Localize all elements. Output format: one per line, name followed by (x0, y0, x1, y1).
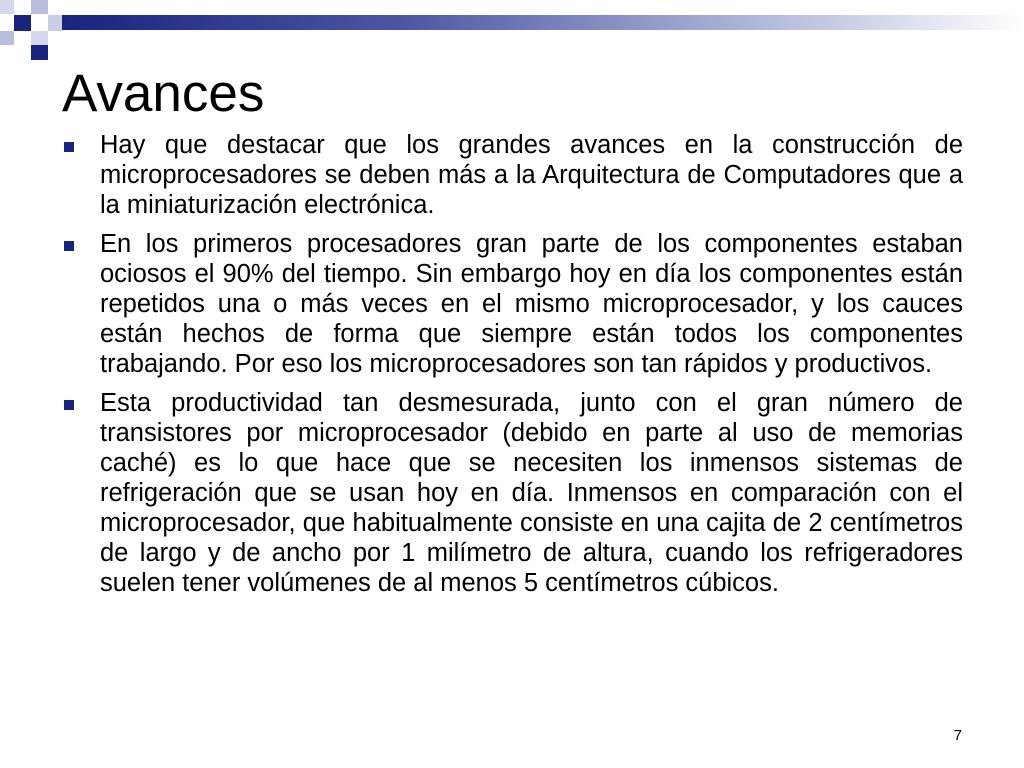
deco-square-lower-center (31, 31, 48, 45)
bullet-item (62, 388, 963, 598)
bullet-text: En los primeros procesadores gran parte de los componentes estaban ociosos el 90% del tiempo. Sin embargo hoy en día los componentes están repetidos una o más veces en el mismo microprocesador, y los cauces están hechos de forma que siempre están todos los componentes trabajando. Por eso los microprocesadores son tan rápidos y productivos. (100, 230, 963, 378)
square-bullet-icon (64, 142, 74, 152)
page-number: 7 (953, 727, 962, 744)
deco-square-mid-left (14, 15, 31, 31)
deco-square-center (31, 15, 48, 31)
corner-decoration (0, 0, 1024, 60)
deco-square-top-left (0, 0, 14, 14)
deco-square-lower-left (0, 31, 14, 45)
slide-title: Avances (62, 64, 265, 123)
bullet-item (62, 229, 963, 379)
deco-square-bottom (31, 45, 48, 60)
deco-square-mid-right (48, 15, 62, 31)
bullet-text: Hay que destacar que los grandes avances en la construcción de microprocesadores se deben más a la Arquitectura de Computadores que a la miniaturización electrónica. (100, 131, 963, 219)
square-bullet-icon (64, 241, 74, 251)
deco-square-top (31, 0, 48, 14)
square-bullet-icon (64, 400, 74, 410)
bullet-text: Esta productividad tan desmesurada, junto con el gran número de transistores por microprocesador (debido en parte al uso de memorias caché) es lo que hace que se necesiten los inmensos sistemas de refrigeración que se usan hoy en día. Inmensos en comparación con el microprocesador, que habitualmente consiste en una cajita de 2 centímetros de largo y de ancho por 1 milímetro de altura, cuando los refrigeradores suelen tener volúmenes de al menos 5 centímetros cúbicos. (100, 389, 963, 597)
bullet-item (62, 130, 963, 220)
deco-square-upper-right (62, 0, 77, 14)
bullet-list (62, 130, 963, 607)
header-gradient-bar (62, 15, 1024, 30)
